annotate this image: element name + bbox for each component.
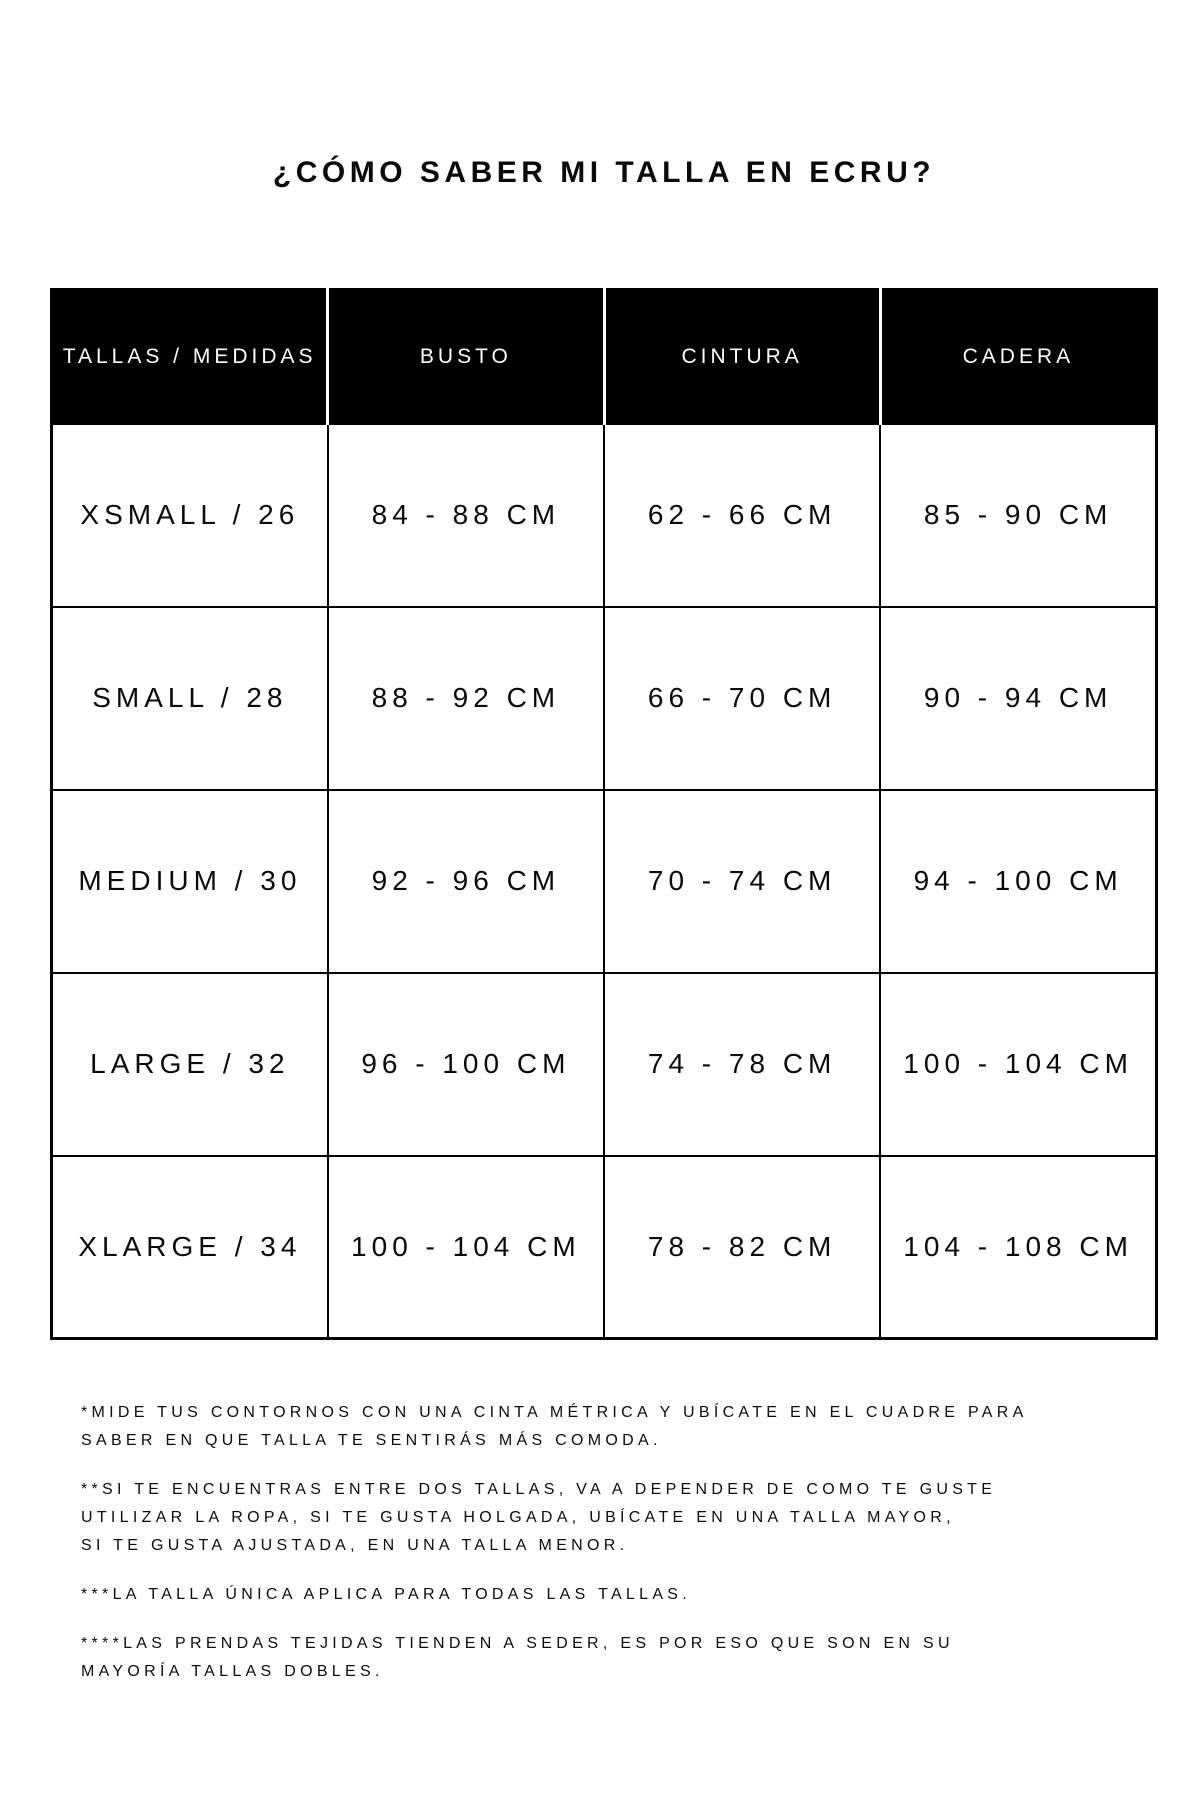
page-title: ¿CÓMO SABER MI TALLA EN ECRU? xyxy=(272,156,936,189)
cell-busto-value: 84 - 88 CM xyxy=(328,424,604,607)
cell-size-label: LARGE / 32 xyxy=(52,973,328,1156)
cell-size-label: XSMALL / 26 xyxy=(52,424,328,607)
table-row-medium xyxy=(52,790,1157,973)
cell-cadera-value: 100 - 104 CM xyxy=(880,973,1156,1156)
footnote-between-sizes xyxy=(81,1476,1111,1560)
size-chart-table xyxy=(50,288,1158,1340)
footnote-line: SABER EN QUE TALLA TE SENTIRÁS MÁS COMODA. xyxy=(81,1432,662,1449)
header-tallas-medidas: TALLAS / MEDIDAS xyxy=(52,290,328,424)
footnote-line: ***LA TALLA ÚNICA APLICA PARA TODAS LAS TALLAS. xyxy=(81,1586,692,1603)
cell-busto-value: 96 - 100 CM xyxy=(328,973,604,1156)
table-row-small xyxy=(52,607,1157,790)
footnote-line: MAYORÍA TALLAS DOBLES. xyxy=(81,1663,384,1680)
header-cintura: CINTURA xyxy=(604,290,880,424)
cell-cintura-value: 70 - 74 CM xyxy=(604,790,880,973)
footnote-line: *MIDE TUS CONTORNOS CON UNA CINTA MÉTRICA Y UBÍCATE EN EL CUADRE PARA xyxy=(81,1404,1028,1421)
footnote-line: ****LAS PRENDAS TEJIDAS TIENDEN A SEDER, ES POR ESO QUE SON EN SU xyxy=(81,1635,954,1652)
cell-busto-value: 92 - 96 CM xyxy=(328,790,604,973)
footnote-line: SI TE GUSTA AJUSTADA, EN UNA TALLA MENOR. xyxy=(81,1537,629,1554)
cell-cintura-value: 62 - 66 CM xyxy=(604,424,880,607)
footnote-one-size xyxy=(81,1581,1111,1609)
cell-cintura-value: 78 - 82 CM xyxy=(604,1156,880,1339)
cell-cadera-value: 85 - 90 CM xyxy=(880,424,1156,607)
table-row-xlarge xyxy=(52,1156,1157,1339)
cell-busto-value: 100 - 104 CM xyxy=(328,1156,604,1339)
cell-cadera-value: 94 - 100 CM xyxy=(880,790,1156,973)
footnotes-section xyxy=(81,1399,1111,1707)
cell-cintura-value: 66 - 70 CM xyxy=(604,607,880,790)
cell-size-label: SMALL / 28 xyxy=(52,607,328,790)
cell-cadera-value: 104 - 108 CM xyxy=(880,1156,1156,1339)
table-row-large xyxy=(52,973,1157,1156)
table-row-xsmall xyxy=(52,424,1157,607)
footnote-measure-instructions xyxy=(81,1399,1111,1455)
cell-cadera-value: 90 - 94 CM xyxy=(880,607,1156,790)
table-header-row xyxy=(52,290,1157,424)
footnote-knitted-garments xyxy=(81,1630,1111,1686)
header-busto: BUSTO xyxy=(328,290,604,424)
cell-busto-value: 88 - 92 CM xyxy=(328,607,604,790)
cell-cintura-value: 74 - 78 CM xyxy=(604,973,880,1156)
header-cadera: CADERA xyxy=(880,290,1156,424)
cell-size-label: XLARGE / 34 xyxy=(52,1156,328,1339)
cell-size-label: MEDIUM / 30 xyxy=(52,790,328,973)
footnote-line: UTILIZAR LA ROPA, SI TE GUSTA HOLGADA, UBÍCATE EN UNA TALLA MAYOR, xyxy=(81,1509,955,1526)
footnote-line: **SI TE ENCUENTRAS ENTRE DOS TALLAS, VA A DEPENDER DE COMO TE GUSTE xyxy=(81,1481,997,1498)
